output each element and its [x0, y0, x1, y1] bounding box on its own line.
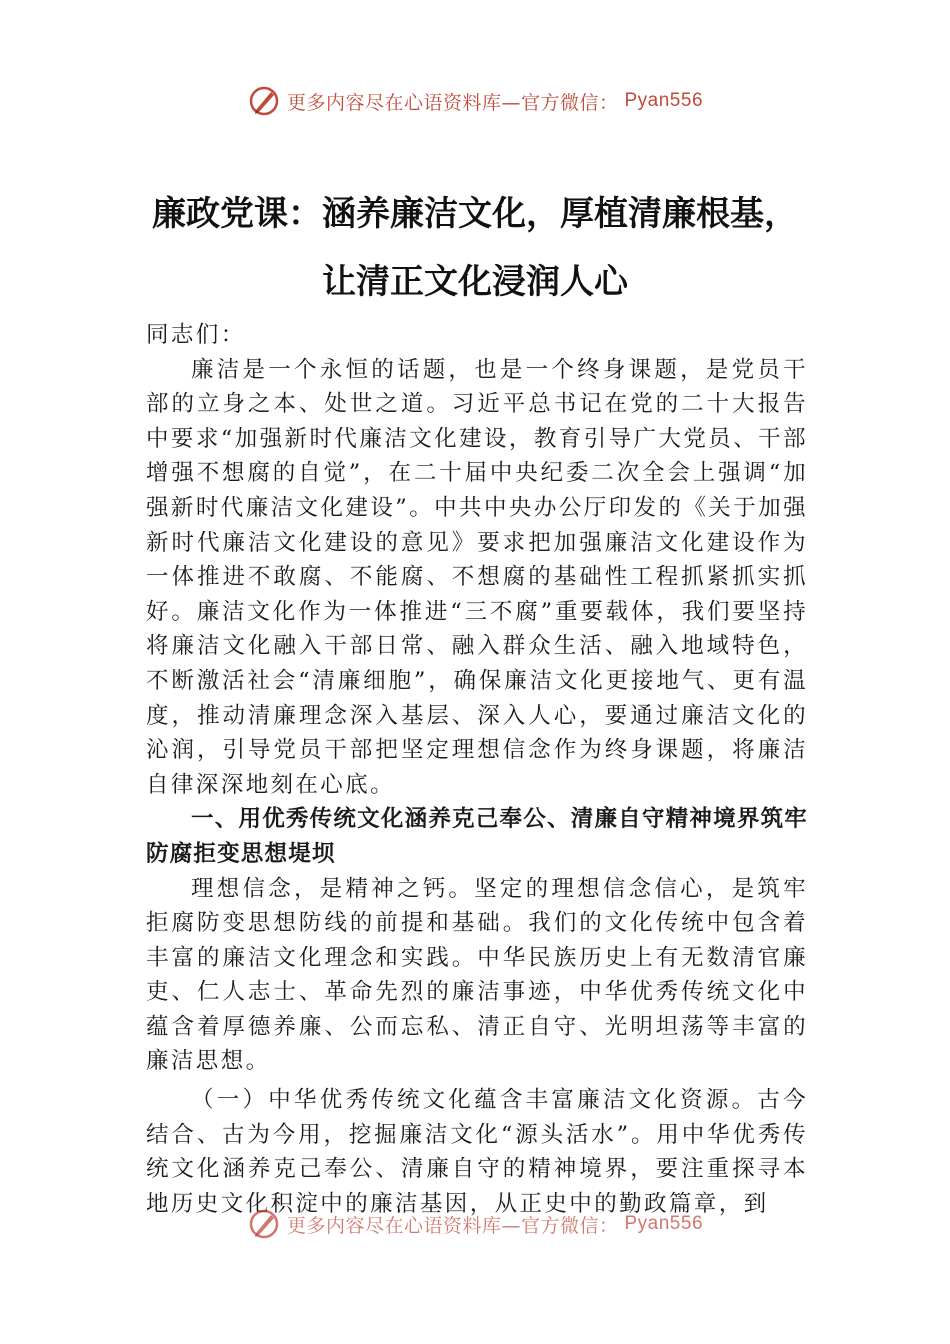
pen-logo-icon: [247, 1207, 281, 1241]
watermark-text: 更多内容尽在心语资料库—官方微信：: [286, 91, 619, 114]
watermark-banner-top: [0, 84, 950, 118]
document-title-line-1: 廉政党课：涵养廉洁文化，厚植清廉根基，: [152, 194, 798, 234]
watermark-banner-bottom: [0, 1207, 950, 1241]
document-body: [146, 318, 808, 1221]
paragraph-intro: 廉洁是一个永恒的话题，也是一个终身课题，是党员干部的立身之本、处世之道。习近平总书记在党的二十大报告中要求“加强新时代廉洁文化建设，教育引导广大党员、干部增强不想腐的自觉”，在二十届中央纪委二次全会上强调“加强新时代廉洁文化建设”。中共中央办公厅印发的《关于加强新时代廉洁文化建设的意见》要求把加强廉洁文化建设作为一体推进不敢腐、不能腐、不想腐的基础性工程抓紧抓实抓好。廉洁文化作为一体推进“三不腐”重要载体，我们要坚持将廉洁文化融入干部日常、融入群众生活、融入地域特色，不断激活社会“清廉细胞”，确保廉洁文化更接地气、更有温度，推动清廉理念深入基层、深入人心，要通过廉洁文化的沁润，引导党员干部把坚定理想信念作为终身课题，将廉洁自律深深地刻在心底。: [146, 356, 808, 798]
section-heading-1: 一、用优秀传统文化涵养克己奉公、清廉自守精神境界筑牢防腐拒变思想堤坝: [146, 806, 808, 867]
paragraph-subsection-1: [146, 1083, 808, 1221]
pen-logo-icon: [247, 84, 281, 118]
paragraph-ideals: 理想信念，是精神之钙。坚定的理想信念信心，是筑牢拒腐防变思想防线的前提和基础。我们的文化传统中包含着丰富的廉洁文化理念和实践。中华民族历史上有无数清官廉吏、仁人志士、革命先烈的廉洁事迹，中华优秀传统文化中蕴含着厚德养廉、公而忘私、清正自守、光明坦荡等丰富的廉洁思想。: [146, 875, 808, 1075]
document-title-line-2: 让清正文化浸润人心: [322, 262, 628, 302]
subheading-1: （一）中华优秀传统文化蕴含丰富廉洁文化资源。: [191, 1087, 758, 1114]
watermark-text: 更多内容尽在心语资料库—官方微信：: [286, 1214, 619, 1237]
watermark-wechat-id: Pyan556: [624, 1213, 704, 1234]
watermark-wechat-id: Pyan556: [624, 90, 704, 111]
paragraph-subsection-1-text: 古今结合、古为今用，挖掘廉洁文化“源头活水”。用中华优秀传统文化涵养克己奉公、清廉自守的精神境界，要注重探寻本地历史文化积淀中的廉洁基因，从正史中的勤政篇章，到: [146, 1087, 808, 1217]
salutation: 同志们：: [146, 322, 246, 348]
